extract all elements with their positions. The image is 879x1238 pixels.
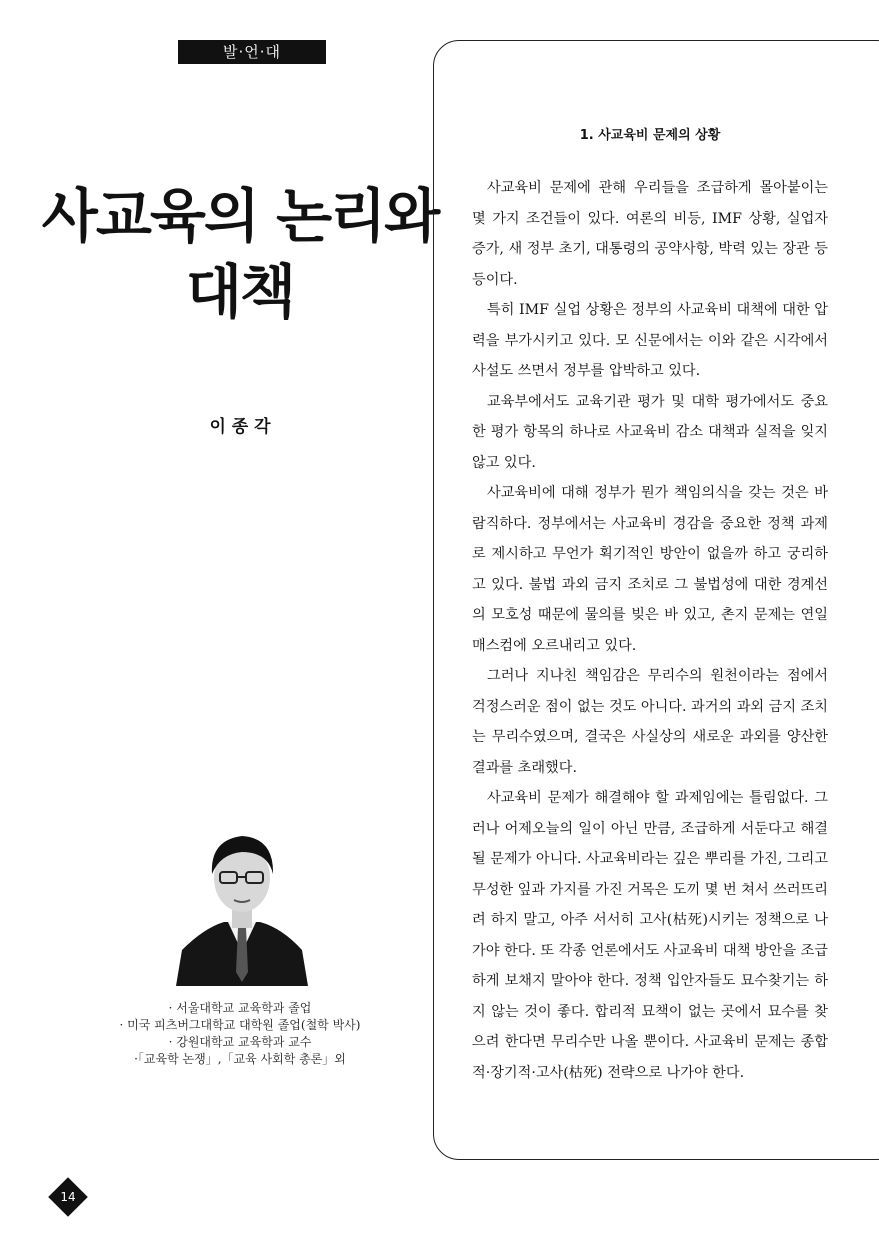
title-line-2: 대책 [185, 258, 295, 326]
body-paragraph: 특히 IMF 실업 상황은 정부의 사교육비 대책에 대한 압력을 부가시키고 있다. 모 신문에서는 이와 같은 시각에서 사설도 쓰면서 정부를 압박하고 있다. [472, 302, 828, 379]
author-name: 이 종 각 [209, 417, 271, 437]
page-number: 14 [60, 1190, 76, 1204]
section-tag: 발·언·대 [178, 40, 326, 64]
bio-line: ·「교육학 논쟁」,「교육 사회학 총론」외 [134, 1052, 346, 1066]
body-paragraph: 사교육비 문제에 관해 우리들을 조급하게 몰아붙이는 몇 가지 조건들이 있다. 여론의 비등, IMF 상황, 실업자 증가, 새 정부 초기, 대통령의 공약사항, 박력 있는 장관 등등이다. [472, 180, 828, 288]
author-photo [176, 822, 308, 986]
author-bio [90, 1000, 390, 1068]
bio-line: · 강원대학교 교육학과 교수 [168, 1035, 312, 1049]
bio-line: · 서울대학교 교육학과 졸업 [168, 1001, 312, 1015]
body-paragraph: 사교육비 문제가 해결해야 할 과제임에는 틀림없다. 그러나 어제오늘의 일이 아닌 만큼, 조급하게 서둔다고 해결될 문제가 아니다. 사교육비라는 깊은 뿌리를 가진, 그리고 무성한 잎과 가지를 가진 거목은 도끼 몇 번 쳐서 쓰러뜨리려 하지 말고, 아주 서서히 고사(枯死)시키는 정책으로 나가야 한다. 또 각종 언론에서도 사교육비 대책 방안을 조급하게 보채지 말아야 한다. 정책 입안자들도 묘수찾기는 하지 않는 것이 좋다. 합리적 묘책이 없는 곳에서 묘수를 찾으려 한다면 무리수만 나올 뿐이다. 사교육비 문제는 종합적·장기적·고사(枯死) 전략으로 나가야 한다. [472, 790, 828, 1081]
bio-line: · 미국 피츠버그대학교 대학원 졸업(철학 박사) [119, 1018, 361, 1032]
title-line-1: 사교육의 논리와 [41, 182, 439, 250]
body-paragraph: 그러나 지나친 책임감은 무리수의 원천이라는 점에서 걱정스러운 점이 없는 것도 아니다. 과거의 과외 금지 조치는 무리수였으며, 결국은 사실상의 새로운 과외를 양산한 결과를 초래했다. [472, 668, 828, 776]
section-heading: 1. 사교육비 문제의 상황 [579, 128, 721, 143]
article-body [472, 173, 828, 1088]
article-title [40, 178, 440, 330]
body-paragraph: 교육부에서도 교육기관 평가 및 대학 평가에서도 중요한 평가 항목의 하나로 사교육비 감소 대책과 실적을 잊지 않고 있다. [472, 393, 828, 471]
body-paragraph: 사교육비에 대해 정부가 뭔가 책임의식을 갖는 것은 바람직하다. 정부에서는 사교육비 경감을 중요한 정책 과제로 제시하고 무언가 획기적인 방안이 없을까 하고 궁리하고 있다. 불법 과외 금지 조치로 그 불법성에 대한 경계선의 모호성 때문에 물의를 빚은 바 있고, 촌지 문제는 연일 매스컴에 오르내리고 있다. [472, 485, 828, 654]
